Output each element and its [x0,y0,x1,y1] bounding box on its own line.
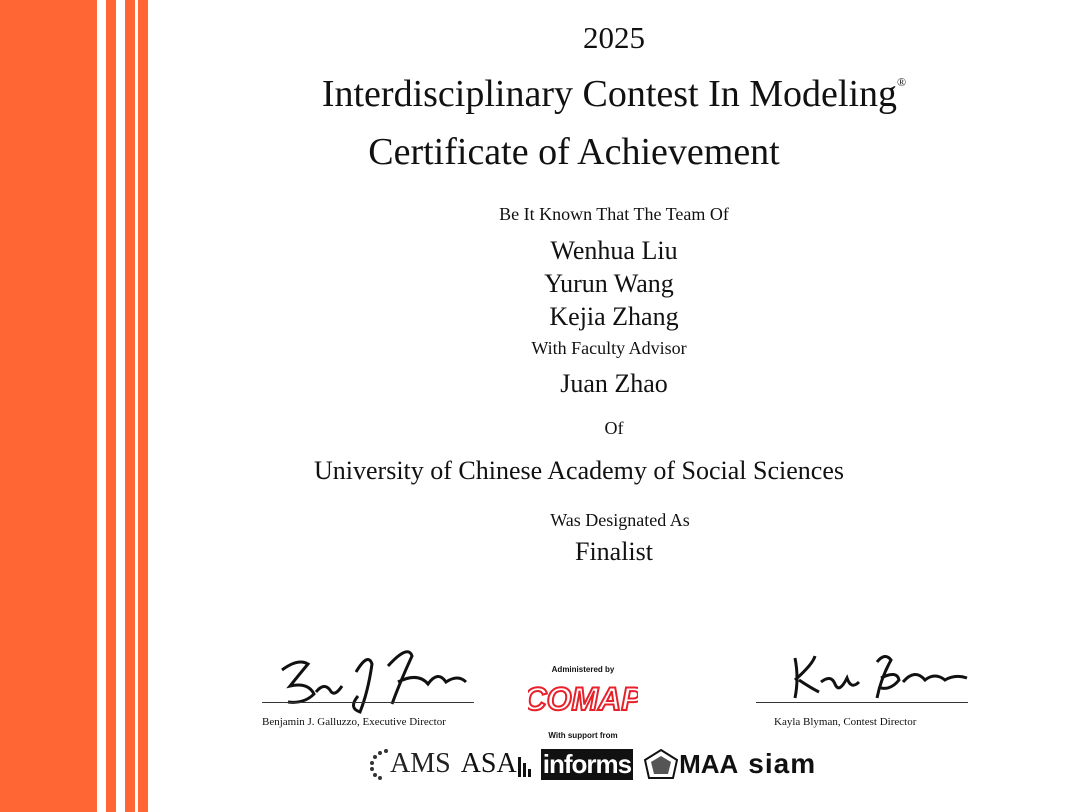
designation-intro: Was Designated As [550,510,690,530]
asa-logo [461,748,531,780]
administered-by-label: Administered by [551,665,615,674]
support-label: With support from [548,731,618,740]
left-orange-band [0,0,97,812]
asa-bars-icon [517,749,531,779]
team-member-3: Kejia Zhang [549,302,679,331]
contest-name: Interdisciplinary Contest In Modeling [321,73,898,115]
of-label: Of [604,418,624,438]
signature-right-image [785,648,975,708]
certificate-year: 2025 [583,20,645,55]
sponsor-logos [368,742,826,786]
signature-left-caption: Benjamin J. Galluzzo, Executive Director [262,716,446,728]
comap-logo-text: COMAP [528,681,638,717]
informs-text: informs [542,748,632,779]
signature-left-line [262,702,474,703]
advisor-intro: With Faculty Advisor [531,338,687,358]
siam-text: siam [748,748,817,779]
comap-block [528,665,638,740]
signature-left-image [268,642,483,714]
left-stripe-1 [106,0,116,812]
signature-right-caption: Kayla Blyman, Contest Director [774,716,917,728]
registered-mark: ® [897,75,907,90]
institution-name: University of Chinese Academy of Social Sciences [314,456,844,485]
signature-right-line [756,702,968,703]
certificate-title: Certificate of Achievement [368,131,780,173]
team-member-1: Wenhua Liu [550,236,678,265]
informs-logo [541,749,633,780]
left-stripe-3 [138,0,148,812]
ams-dots-icon [368,747,390,781]
intro-text: Be It Known That The Team Of [499,204,729,224]
left-stripe-2 [125,0,135,812]
comap-logo [528,674,638,724]
ams-logo [368,747,451,781]
ams-text: AMS [390,748,451,779]
siam-logo [748,748,816,780]
team-member-2: Yurun Wang [544,269,674,298]
contest-name-line [148,72,1080,116]
designation: Finalist [574,537,653,566]
faculty-advisor: Juan Zhao [560,369,668,398]
asa-text: ASA [460,748,517,779]
maa-text: MAA [679,748,739,779]
maa-logo [643,748,738,780]
maa-polyhedron-icon [643,748,679,780]
